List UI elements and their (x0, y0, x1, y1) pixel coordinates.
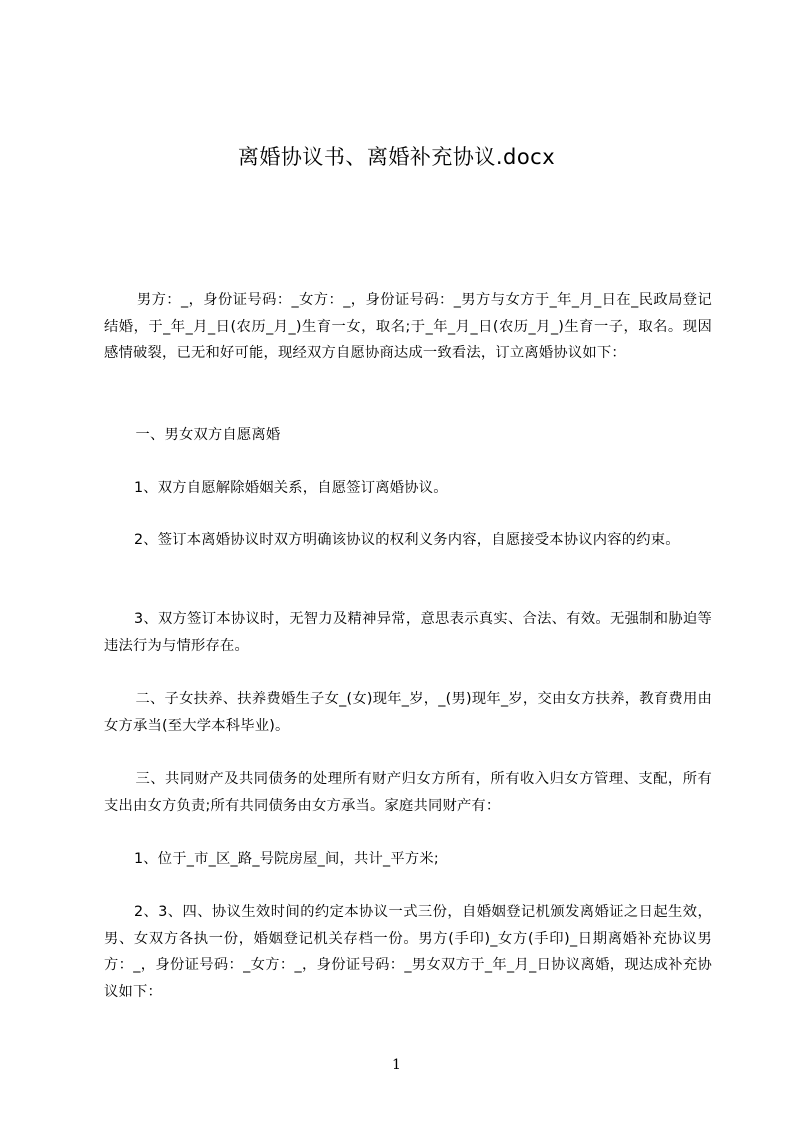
section-child-support: 二、子女扶养、扶养费婚生子女_(女)现年_岁，_(男)现年_岁，交由女方扶养，教育费用由女方承当(至大学本科毕业)。 (104, 691, 712, 734)
section-heading-voluntary-divorce: 一、男女双方自愿离婚 (135, 427, 281, 443)
clause-3: 3、双方签订本协议时，无智力及精神异常，意思表示真实、合法、有效。无强制和胁迫等违法行为与情形存在。 (104, 611, 712, 654)
property-item-1: 1、位于_市_区_路_号院房屋_间，共计_平方米; (134, 851, 439, 867)
clause-1: 1、双方自愿解除婚姻关系，自愿签订离婚协议。 (134, 480, 448, 496)
intro-paragraph: 男方：_，身份证号码：_女方：_，身份证号码：_男方与女方于_年_月_日在_民政局登记结婚，于_年_月_日(农历_月_)生育一女，取名;于_年_月_日(农历_月_)生育一子，取名。现因感情破裂，已无和好可能，现经双方自愿协商达成一致看法，订立离婚协议如下： (104, 292, 712, 361)
section-property-debt: 三、共同财产及共同债务的处理所有财产归女方所有，所有收入归女方管理、支配，所有支出由女方负责;所有共同债务由女方承当。家庭共同财产有： (104, 771, 712, 814)
document-title: 离婚协议书、离婚补充协议.docx (237, 145, 556, 169)
page-number: 1 (392, 1057, 401, 1073)
effective-time-and-supplement: 2、3、四、协议生效时间的约定本协议一式三份，自婚姻登记机颁发离婚证之日起生效，男、女双方各执一份，婚姻登记机关存档一份。男方(手印)_女方(手印)_日期离婚补充协议男方：_，身份证号码：_女方：_，身份证号码：_男女双方于_年_月_日协议离婚，现达成补充协议如下： (104, 904, 712, 1000)
clause-2: 2、签订本离婚协议时双方明确该协议的权利义务内容，自愿接受本协议内容的约束。 (134, 532, 680, 548)
